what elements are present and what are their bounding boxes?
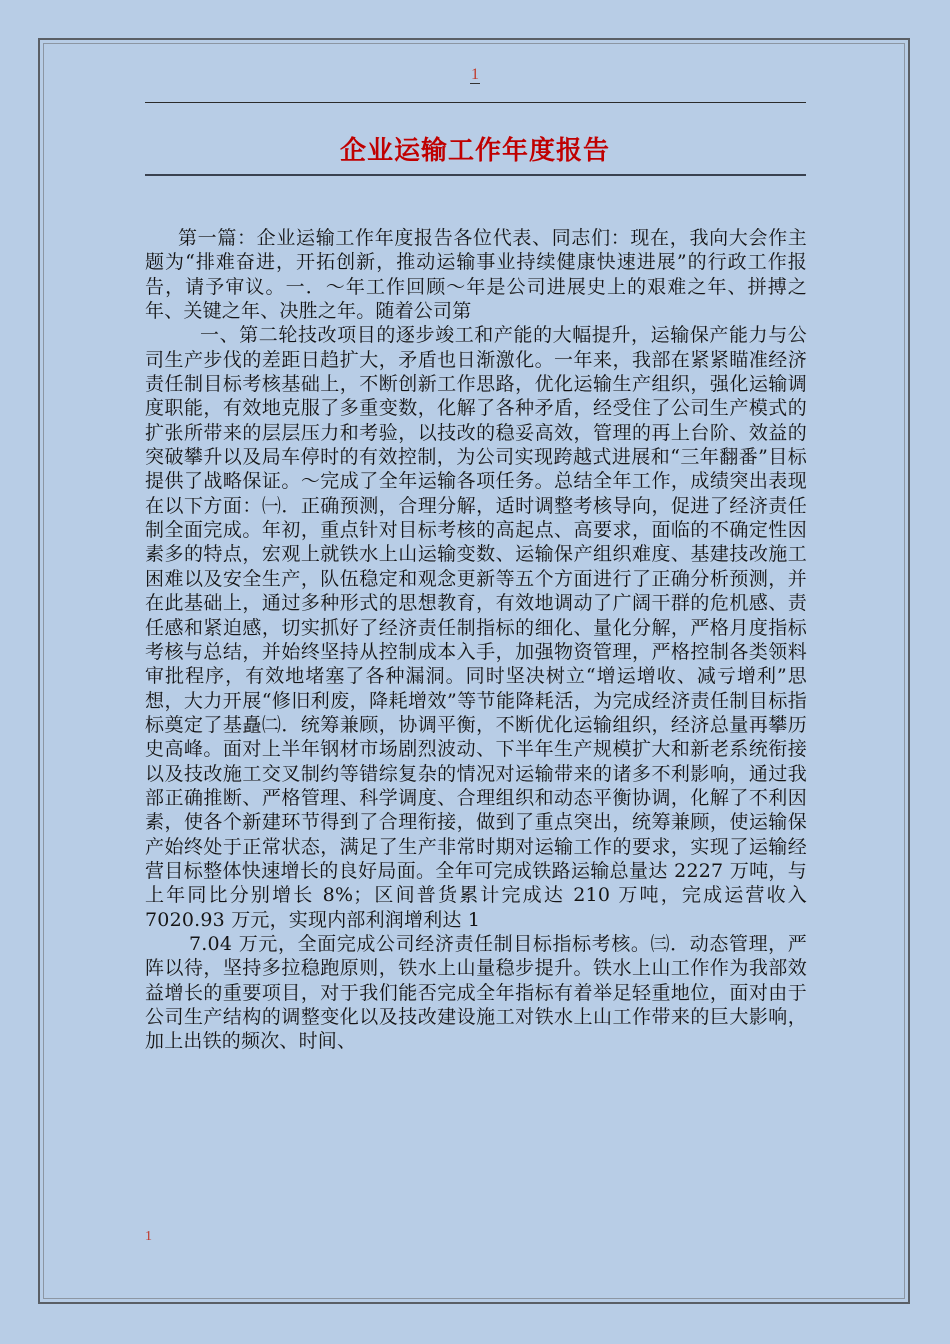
- header-page-number-text: 1: [471, 66, 479, 83]
- body-paragraph-1: 第一篇：企业运输工作年度报告各位代表、同志们：现在，我向大会作主题为“排难奋进，开拓创新，推动运输事业持续健康快速进展”的行政工作报告，请予审议。一．～年工作回顾～年是公司进展史上的艰难之年、拼搏之年、关键之年、决胜之年。随着公司第: [145, 227, 807, 323]
- header-page-number: [0, 66, 950, 84]
- body-paragraph-2: 一、第二轮技改项目的逐步竣工和产能的大幅提升，运输保产能力与公司生产步伐的差距日趋扩大，矛盾也日渐激化。一年来，我部在紧紧瞄准经济责任制目标考核基础上，不断创新工作思路，优化运输生产组织，强化运输调度职能，有效地克服了多重变数，化解了各种矛盾，经受住了公司生产模式的扩张所带来的层层压力和考验，以技改的稳妥高效，管理的再上台阶、效益的突破攀升以及局车停时的有效控制，为公司实现跨越式进展和“三年翻番”目标提供了战略保证。～完成了全年运输各项任务。总结全年工作，成绩突出表现在以下方面：㈠．正确预测，合理分解，适时调整考核导向，促进了经济责任制全面完成。年初，重点针对目标考核的高起点、高要求，面临的不确定性因素多的特点，宏观上就铁水上山运输变数、运输保产组织难度、基建技改施工困难以及安全生产，队伍稳定和观念更新等五个方面进行了正确分析预测，并在此基础上，通过多种形式的思想教育，有效地调动了广阔干群的危机感、责任感和紧迫感，切实抓好了经济责任制指标的细化、量化分解，严格月度指标考核与总结，并始终坚持从控制成本入手，加强物资管理，严格控制各类领料审批程序，有效地堵塞了各种漏洞。同时坚决树立“增运增收、减亏增利”思想，大力开展“修旧利废，降耗增效”等节能降耗活，为完成经济责任制目标指标奠定了基矗㈡．统筹兼顾，协调平衡，不断优化运输组织，经济总量再攀历史高峰。面对上半年钢材市场剧烈波动、下半年生产规模扩大和新老系统衔接以及技改施工交叉制约等错综复杂的情况对运输带来的诸多不利影响，通过我部正确推断、严格管理、科学调度、合理组织和动态平衡协调，化解了不利因素，使各个新建环节得到了合理衔接，做到了重点突出，统筹兼顾，使运输保产始终处于正常状态，满足了生产非常时期对运输工作的要求，实现了运输经营目标整体快速增长的良好局面。全年可完成铁路运输总量达 2227 万吨，与上年同比分别增长 8%；区间普货累计完成达 210 万吨，完成运营收入 7020.93 万元，实现内部利润增利达 1: [145, 324, 807, 931]
- title-divider: [145, 174, 806, 176]
- body-paragraph-3: 7.04 万元，全面完成公司经济责任制目标指标考核。㈢．动态管理，严阵以待，坚持多拉稳跑原则，铁水上山量稳步提升。铁水上山工作作为我部效益增长的重要项目，对于我们能否完成全年指标有着举足轻重地位，面对由于公司生产结构的调整变化以及技改建设施工对铁水上山工作带来的巨大影响，加上出铁的频次、时间、: [145, 932, 807, 1053]
- document-body: [145, 226, 807, 1054]
- header-divider: [145, 102, 806, 103]
- document-title: 企业运输工作年度报告: [339, 136, 610, 166]
- footer-page-number: 1: [145, 1229, 152, 1244]
